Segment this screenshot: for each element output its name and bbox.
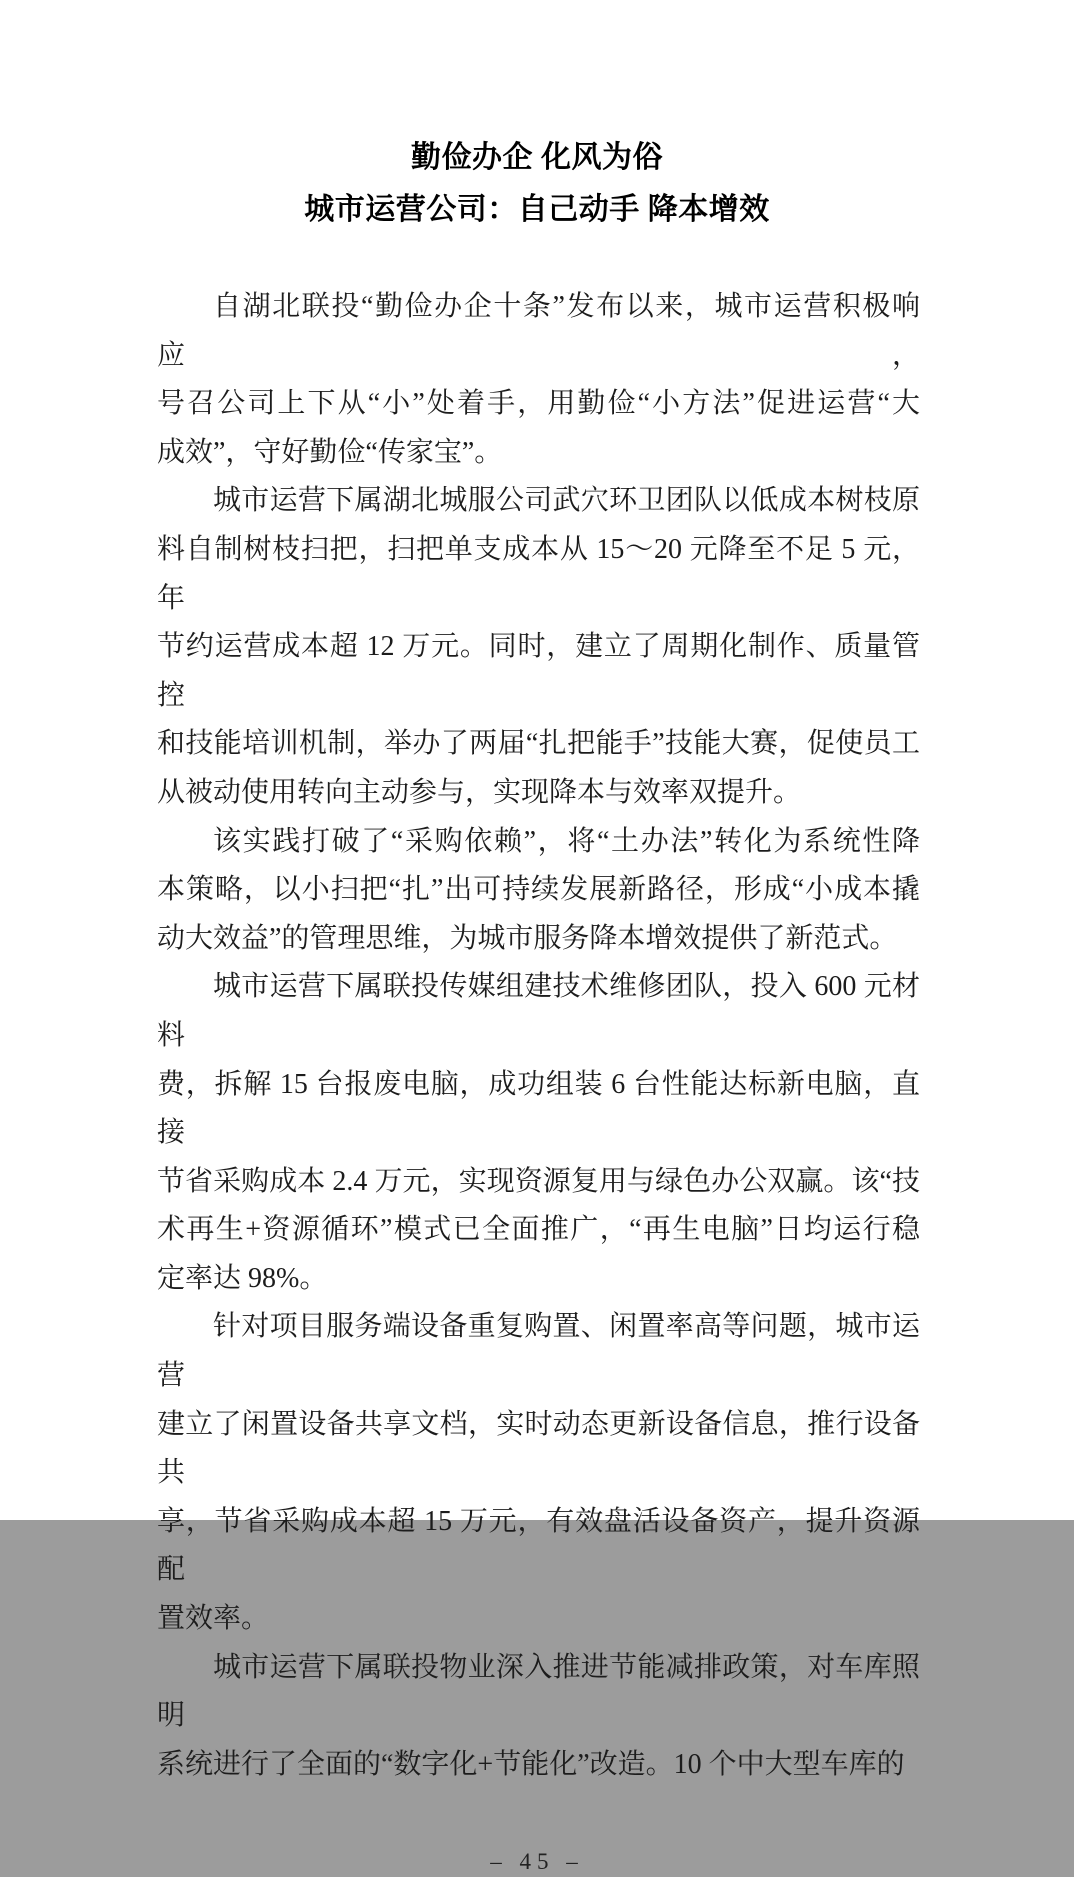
- body-line: 系统进行了全面的“数字化+节能化”改造。10 个中大型车库的: [157, 1748, 905, 1780]
- body-line: 享，节省采购成本超 15 万元，有效盘活设备资产，提升资源配: [157, 1505, 920, 1586]
- body-line: 术再生+资源循环”模式已全面推广，“再生电脑”日均运行稳: [157, 1214, 920, 1246]
- body-line: 城市运营下属湖北城服公司武穴环卫团队以低成本树枝原: [213, 485, 920, 517]
- document-title-line-1: 勤俭办企 化风为俗: [411, 141, 663, 174]
- body-line: 从被动使用转向主动参与，实现降本与效率双提升。: [157, 776, 802, 808]
- body-line: 和技能培训机制，举办了两届“扎把能手”技能大赛，促使员工: [157, 728, 920, 760]
- body-line: 动大效益”的管理思维，为城市服务降本增效提供了新范式。: [157, 922, 898, 954]
- body-line: 费，拆解 15 台报废电脑，成功组装 6 台性能达标新电脑，直接: [157, 1068, 920, 1149]
- page-number: – 45 –: [490, 1849, 584, 1875]
- body-line: 针对项目服务端设备重复购置、闲置率高等问题，城市运营: [157, 1311, 920, 1392]
- document-body: [157, 283, 920, 1789]
- body-line: 城市运营下属联投传媒组建技术维修团队，投入 600 元材料: [157, 971, 920, 1051]
- document-title-line-2: 城市运营公司：自己动手 降本增效: [304, 193, 770, 226]
- body-line: 建立了闲置设备共享文档，实时动态更新设备信息，推行设备共: [157, 1408, 920, 1489]
- body-line: 定率达 98%。: [157, 1262, 328, 1294]
- body-line: 该实践打破了“采购依赖”，将“土办法”转化为系统性降: [213, 825, 920, 857]
- body-line: 自湖北联投“勤俭办企十条”发布以来，城市运营积极响应，: [157, 291, 920, 371]
- page-footer: [0, 1847, 1074, 1877]
- body-line: 成效”，守好勤俭“传家宝”。: [157, 436, 503, 468]
- body-line: 节省采购成本 2.4 万元，实现资源复用与绿色办公双赢。该“技: [157, 1165, 920, 1197]
- body-line: 置效率。: [157, 1603, 270, 1635]
- document-title: [0, 132, 1074, 236]
- body-line: 号召公司上下从“小”处着手，用勤俭“小方法”促进运营“大: [157, 388, 920, 420]
- body-line: 料自制树枝扫把，扫把单支成本从 15～20 元降至不足 5 元，年: [157, 533, 920, 614]
- body-line: 节约运营成本超 12 万元。同时，建立了周期化制作、质量管控: [157, 631, 920, 711]
- body-line: 城市运营下属联投物业深入推进节能减排政策，对车库照明: [157, 1651, 920, 1732]
- body-line: 本策略，以小扫把“扎”出可持续发展新路径，形成“小成本撬: [157, 874, 920, 906]
